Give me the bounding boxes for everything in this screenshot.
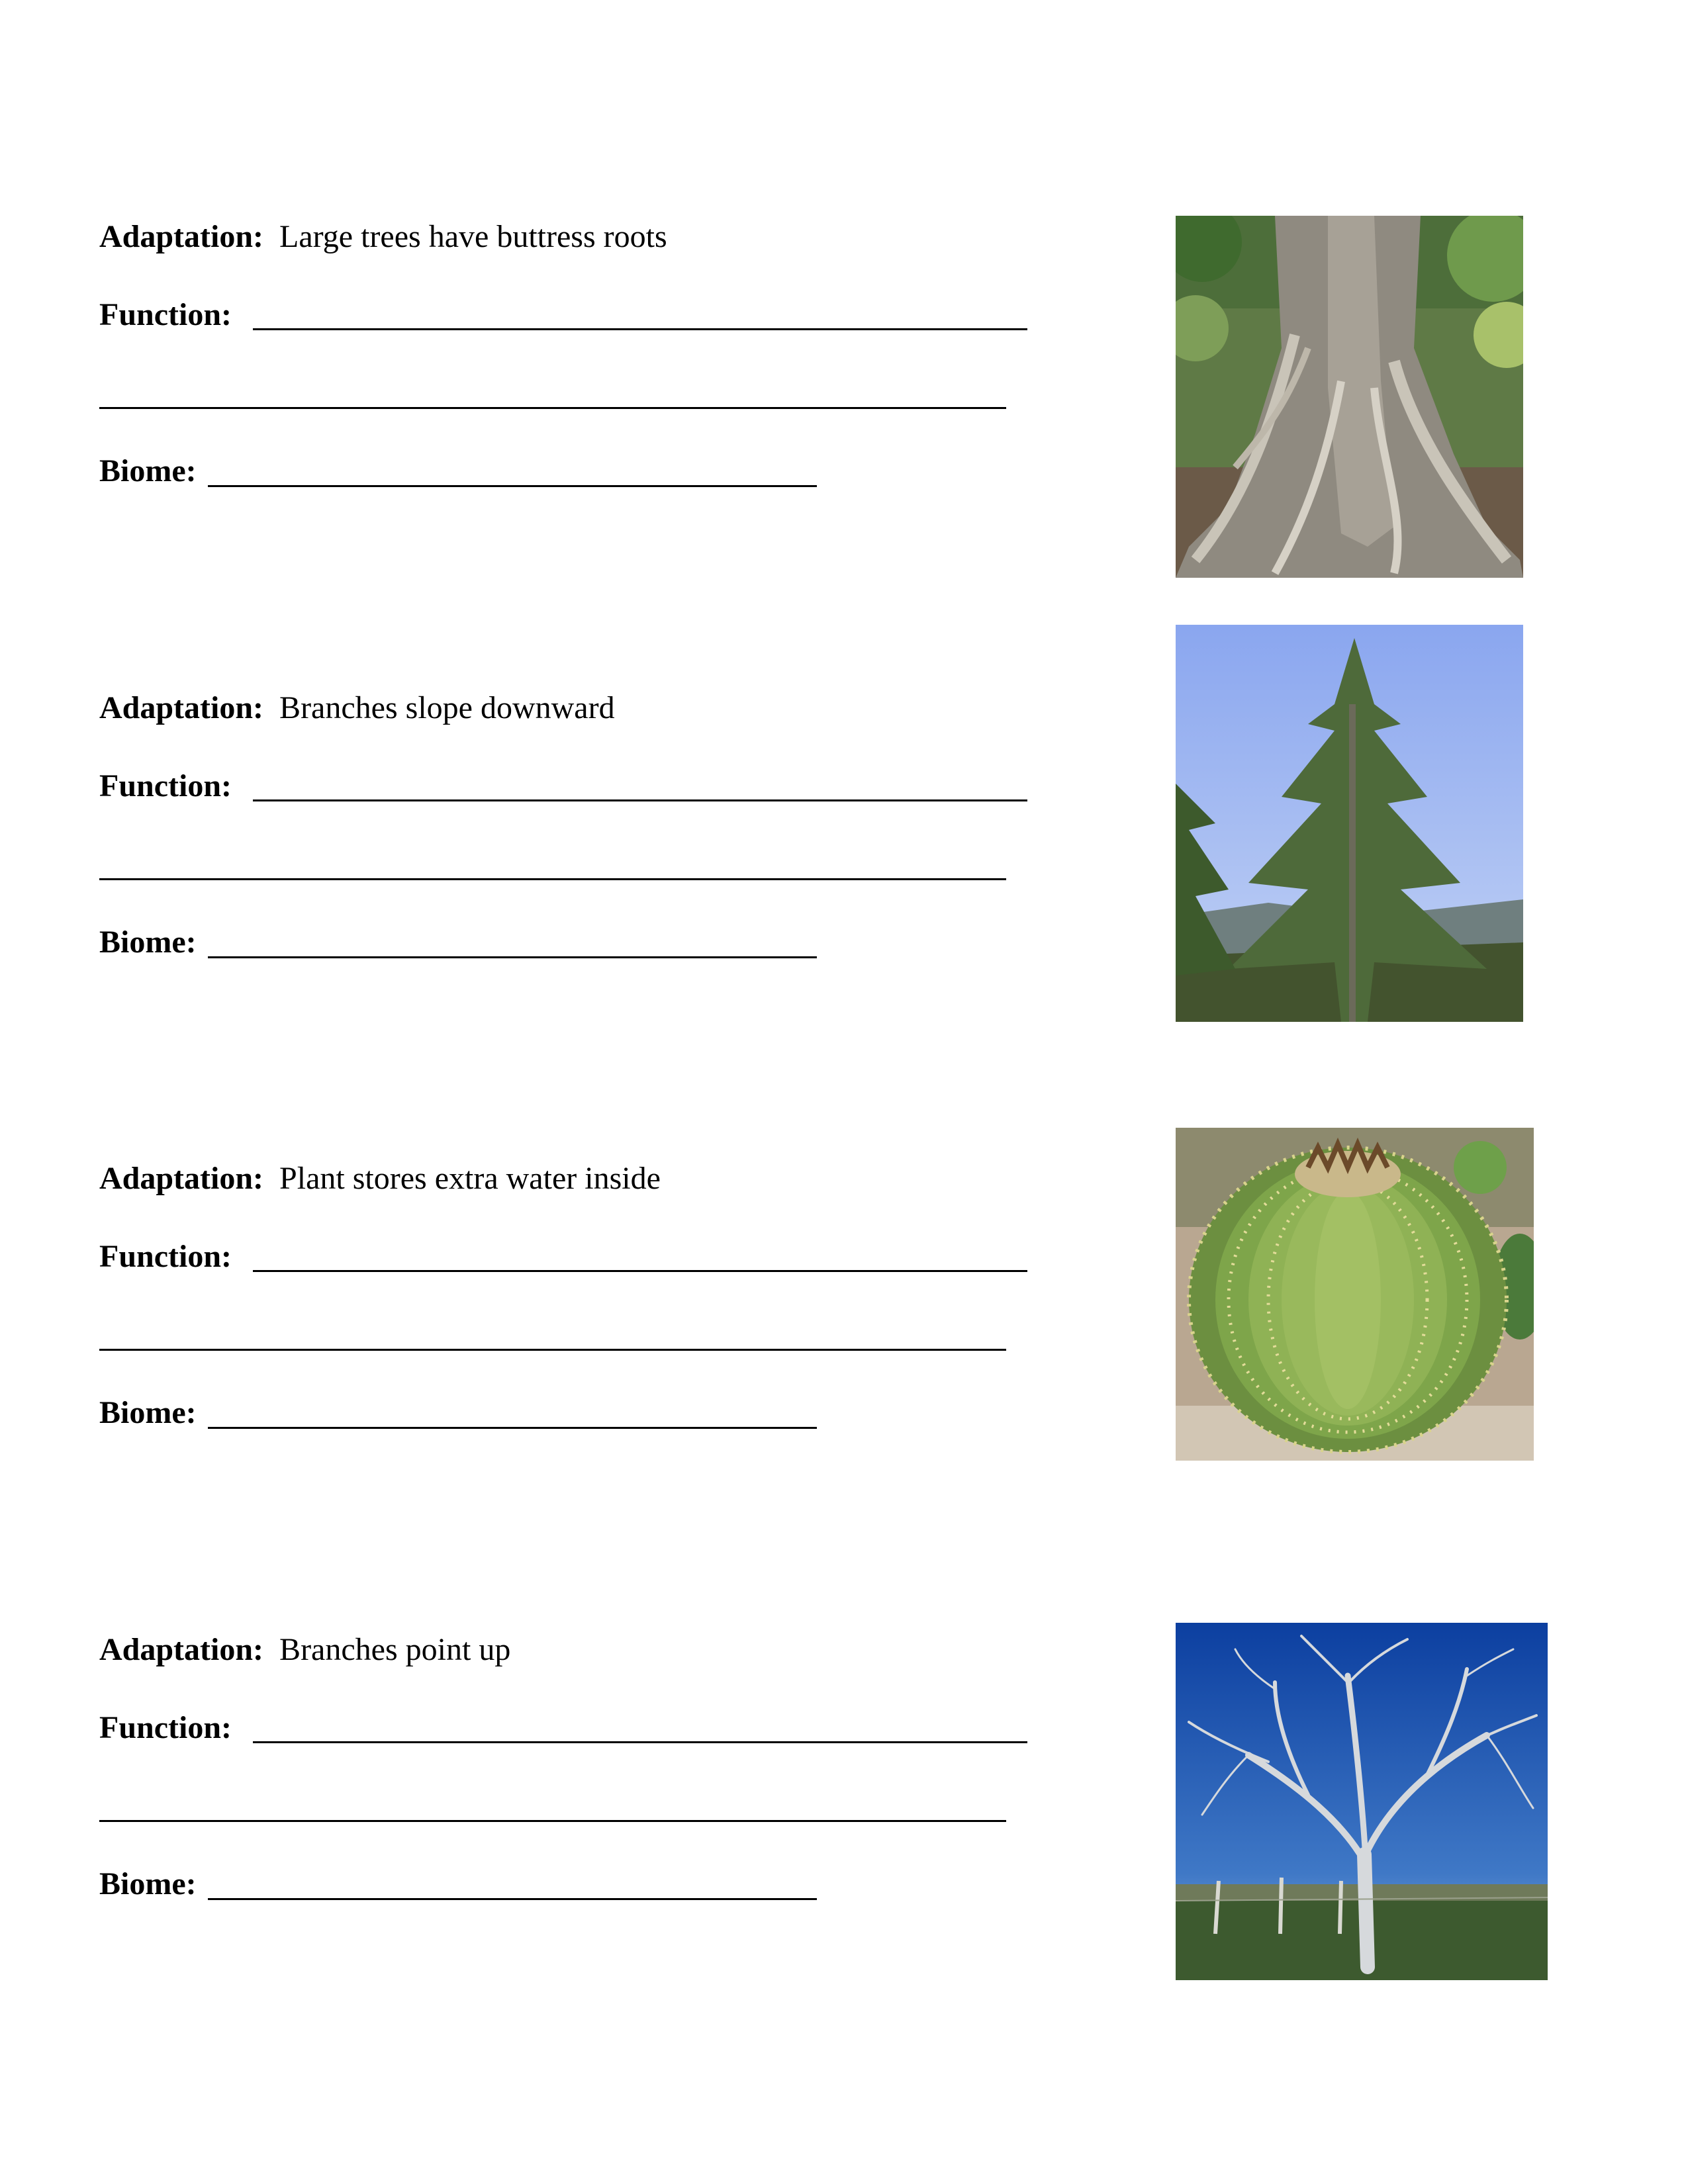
- biome-answer-line[interactable]: [208, 485, 817, 487]
- adaptation-line: [99, 1160, 661, 1197]
- function-answer-line[interactable]: [253, 1270, 1027, 1272]
- function-label: Function:: [99, 1239, 232, 1274]
- function-answer-line-2[interactable]: [99, 1820, 1006, 1822]
- adaptation-text: Large trees have buttress roots: [279, 219, 667, 254]
- adaptation-label: Adaptation:: [99, 1161, 264, 1196]
- adaptation-text: Branches point up: [279, 1632, 511, 1667]
- function-answer-line-2[interactable]: [99, 878, 1006, 880]
- function-label: Function:: [99, 297, 232, 332]
- adaptation-label: Adaptation:: [99, 1632, 264, 1667]
- adaptation-text: Plant stores extra water inside: [279, 1161, 661, 1196]
- biome-answer-line[interactable]: [208, 1427, 817, 1429]
- biome-label: Biome:: [99, 453, 197, 488]
- function-answer-line-2[interactable]: [99, 1349, 1006, 1351]
- function-answer-line-2[interactable]: [99, 407, 1006, 409]
- function-answer-line[interactable]: [253, 328, 1027, 330]
- function-label: Function:: [99, 1710, 232, 1745]
- biome-label: Biome:: [99, 925, 197, 960]
- adaptation-label: Adaptation:: [99, 219, 264, 254]
- biome-label: Biome:: [99, 1866, 197, 1901]
- buttress-roots-photo: [1176, 216, 1523, 578]
- biome-label: Biome:: [99, 1395, 197, 1430]
- biome-answer-line[interactable]: [208, 1898, 817, 1900]
- bare-deciduous-tree-photo: [1176, 1623, 1548, 1980]
- adaptation-line: [99, 1631, 510, 1668]
- function-answer-line[interactable]: [253, 799, 1027, 801]
- biome-answer-line[interactable]: [208, 956, 817, 958]
- function-label: Function:: [99, 768, 232, 803]
- adaptation-line: [99, 218, 667, 255]
- barrel-cactus-photo: [1176, 1128, 1534, 1461]
- adaptation-line: [99, 690, 615, 727]
- conifer-tree-photo: [1176, 625, 1523, 1022]
- adaptation-text: Branches slope downward: [279, 690, 615, 725]
- adaptation-label: Adaptation:: [99, 690, 264, 725]
- function-answer-line[interactable]: [253, 1741, 1027, 1743]
